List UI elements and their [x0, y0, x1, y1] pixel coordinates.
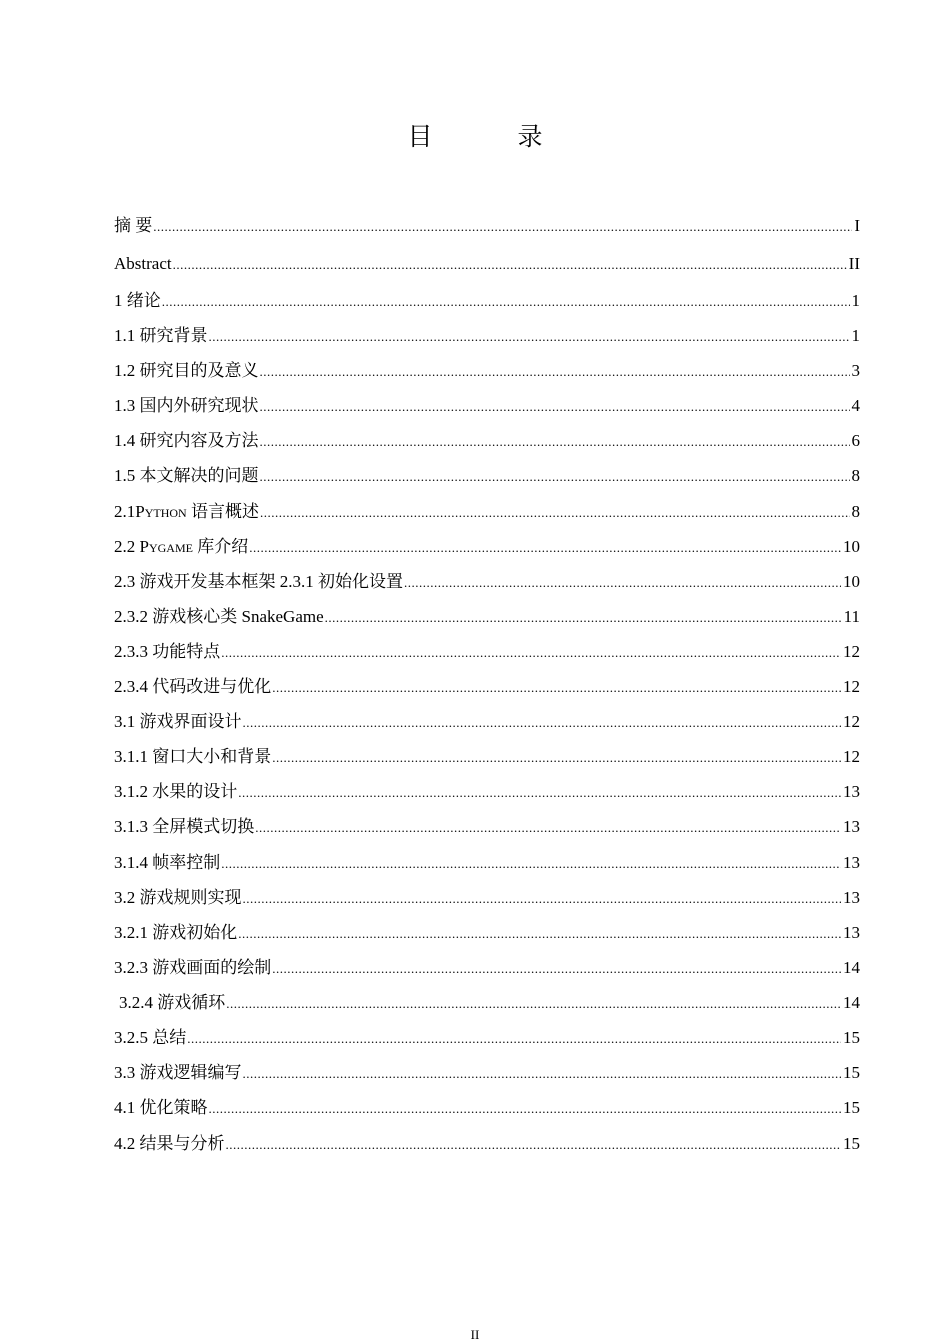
toc-leader-dots: [404, 565, 841, 600]
toc-entry-page: 8: [851, 466, 860, 486]
toc-entry-label: 3.3 游戏逻辑编写: [114, 1063, 242, 1083]
toc-entry-label: 3.2.1 游戏初始化: [114, 922, 238, 942]
toc-entry-label: 3.2.4 游戏循环: [119, 992, 226, 1012]
toc-entry-4-2[interactable]: [114, 1125, 860, 1162]
toc-leader-dots: [249, 530, 841, 565]
toc-entry-2-3-3[interactable]: [114, 634, 860, 669]
toc-entry-label: 1 绪论: [114, 291, 161, 310]
toc-entry-page: 1: [851, 291, 860, 310]
toc-entry-2-2[interactable]: [114, 529, 860, 564]
toc-entry-label: 3.2.3 游戏画面的绘制: [114, 957, 272, 977]
toc-entry-label: 2.3.3 功能特点: [114, 641, 221, 661]
toc-leader-dots: [187, 1021, 841, 1056]
toc-leader-dots: [272, 740, 841, 775]
toc-leader-dots: [226, 1126, 842, 1164]
toc-leader-dots: [221, 635, 841, 670]
toc-leader-dots: [209, 319, 850, 354]
toc-entry-label: 3.1.3 全屏模式切换: [114, 817, 255, 837]
toc-entry-3-2-5[interactable]: [114, 1020, 860, 1055]
toc-leader-dots: [243, 1056, 842, 1091]
toc-entry-label: 3.2 游戏规则实现: [114, 887, 242, 907]
toc-entry-page: 15: [843, 1098, 860, 1118]
toc-entry-page: 1: [851, 326, 860, 346]
toc-entry-2-3[interactable]: [114, 564, 860, 599]
toc-leader-dots: [162, 284, 850, 319]
toc-leader-dots: [153, 209, 852, 245]
toc-entry-page: 4: [851, 396, 860, 416]
toc-entry-label: 3.1.1 窗口大小和背景: [114, 747, 272, 767]
toc-entry-page: 15: [843, 1027, 860, 1047]
toc-leader-dots: [221, 846, 841, 881]
toc-entry-3-1-1[interactable]: [114, 739, 860, 774]
toc-entry-3-3[interactable]: [114, 1055, 860, 1090]
toc-leader-dots: [260, 495, 850, 530]
toc-entry-label: 1.2 研究目的及意义: [114, 361, 259, 381]
toc-leader-dots: [238, 916, 841, 951]
toc-entry-page: 10: [843, 536, 860, 556]
toc-entry-page: II: [848, 254, 860, 273]
toc-label-python: Python: [135, 501, 187, 521]
toc-entry-1-5[interactable]: [114, 458, 860, 493]
toc-leader-dots: [260, 424, 850, 459]
toc-entry-label: [114, 529, 248, 564]
toc-entry-3-1-3[interactable]: [114, 809, 860, 844]
toc-label-pygame: Pygame: [139, 536, 193, 556]
toc-entry-3-2-3[interactable]: [114, 950, 860, 985]
toc-entry-page: 14: [843, 957, 860, 977]
toc-leader-dots: [238, 775, 841, 810]
toc-label-number: 2.1: [114, 501, 136, 521]
toc-entry-label: 3.2.5 总结: [114, 1027, 187, 1047]
toc-leader-dots: [173, 247, 847, 282]
toc-entry-label: [114, 494, 259, 529]
toc-leader-dots: [272, 951, 841, 986]
toc-entry-chapter-1[interactable]: [114, 283, 860, 318]
toc-entry-4-1[interactable]: [114, 1090, 860, 1125]
toc-entry-label: Abstract: [114, 254, 172, 273]
toc-label-text: 库介绍: [192, 536, 249, 556]
toc-entry-label: 3.1 游戏界面设计: [114, 712, 242, 732]
toc-entry-label: 1.1 研究背景: [114, 326, 208, 346]
toc-leader-dots: [255, 810, 841, 845]
toc-leader-dots: [243, 705, 842, 740]
toc-entry-page: 15: [843, 1063, 860, 1083]
toc-entry-label: 1.3 国内外研究现状: [114, 396, 259, 416]
toc-entry-label: 4.1 优化策略: [114, 1098, 208, 1118]
toc-entry-label: 2.3.2 游戏核心类 SnakeGame: [114, 606, 324, 626]
toc-entry-page: 13: [843, 817, 860, 837]
toc-entry-label: 2.3 游戏开发基本框架 2.3.1 初始化设置: [114, 571, 403, 591]
toc-entry-page: 12: [843, 712, 860, 732]
toc-entry-page: I: [854, 216, 860, 235]
toc-entry-page: 15: [843, 1134, 860, 1154]
page-number-footer: II: [470, 1327, 480, 1342]
toc-entry-page: 6: [851, 431, 860, 451]
toc-entry-label: 2.3.4 代码改进与优化: [114, 677, 272, 697]
toc-leader-dots: [272, 670, 841, 705]
table-of-contents: [114, 208, 860, 1162]
toc-entry-2-1[interactable]: [114, 494, 860, 529]
toc-entry-1-3[interactable]: [114, 388, 860, 423]
toc-entry-label: 摘 要: [114, 216, 153, 235]
toc-entry-label: 3.1.4 帧率控制: [114, 852, 221, 872]
toc-label-number: 2.2: [114, 536, 140, 556]
toc-entry-page: 13: [843, 852, 860, 872]
toc-entry-page: 12: [843, 677, 860, 697]
toc-entry-page: 12: [843, 747, 860, 767]
toc-entry-page: 13: [843, 922, 860, 942]
toc-leader-dots: [260, 389, 850, 424]
toc-entry-page: 13: [843, 782, 860, 802]
toc-entry-page: 10: [843, 571, 860, 591]
page-title: 目 录: [407, 124, 573, 151]
toc-entry-2-3-4[interactable]: [114, 669, 860, 704]
toc-entry-3-1-2[interactable]: [114, 774, 860, 809]
toc-entry-page: 3: [851, 361, 860, 381]
toc-entry-page: 8: [851, 501, 860, 521]
toc-entry-label: 4.2 结果与分析: [114, 1134, 225, 1154]
toc-entry-label: 3.1.2 水果的设计: [114, 782, 238, 802]
toc-leader-dots: [209, 1091, 842, 1126]
toc-leader-dots: [260, 459, 850, 494]
toc-leader-dots: [243, 881, 842, 916]
toc-leader-dots: [226, 986, 841, 1021]
toc-entry-label: 1.5 本文解决的问题: [114, 466, 259, 486]
toc-entry-label: 1.4 研究内容及方法: [114, 431, 259, 451]
toc-entry-1-4[interactable]: [114, 423, 860, 458]
toc-entry-3-1-4[interactable]: [114, 845, 860, 880]
toc-leader-dots: [325, 600, 842, 635]
toc-entry-page: 11: [843, 606, 860, 626]
toc-entry-1-1[interactable]: [114, 318, 860, 353]
toc-entry-page: 13: [843, 887, 860, 907]
toc-entry-abstract-en[interactable]: [114, 246, 860, 283]
toc-entry-page: 12: [843, 641, 860, 661]
toc-entry-3-2-4[interactable]: [114, 985, 860, 1020]
toc-entry-abstract-cn[interactable]: [114, 208, 860, 246]
toc-leader-dots: [260, 354, 850, 389]
toc-entry-page: 14: [843, 992, 860, 1012]
toc-entry-3-1[interactable]: [114, 704, 860, 739]
toc-entry-2-3-2[interactable]: [114, 599, 860, 634]
toc-entry-3-2[interactable]: [114, 880, 860, 915]
toc-entry-3-2-1[interactable]: [114, 915, 860, 950]
toc-label-text: 语言概述: [186, 501, 259, 521]
toc-entry-1-2[interactable]: [114, 353, 860, 388]
